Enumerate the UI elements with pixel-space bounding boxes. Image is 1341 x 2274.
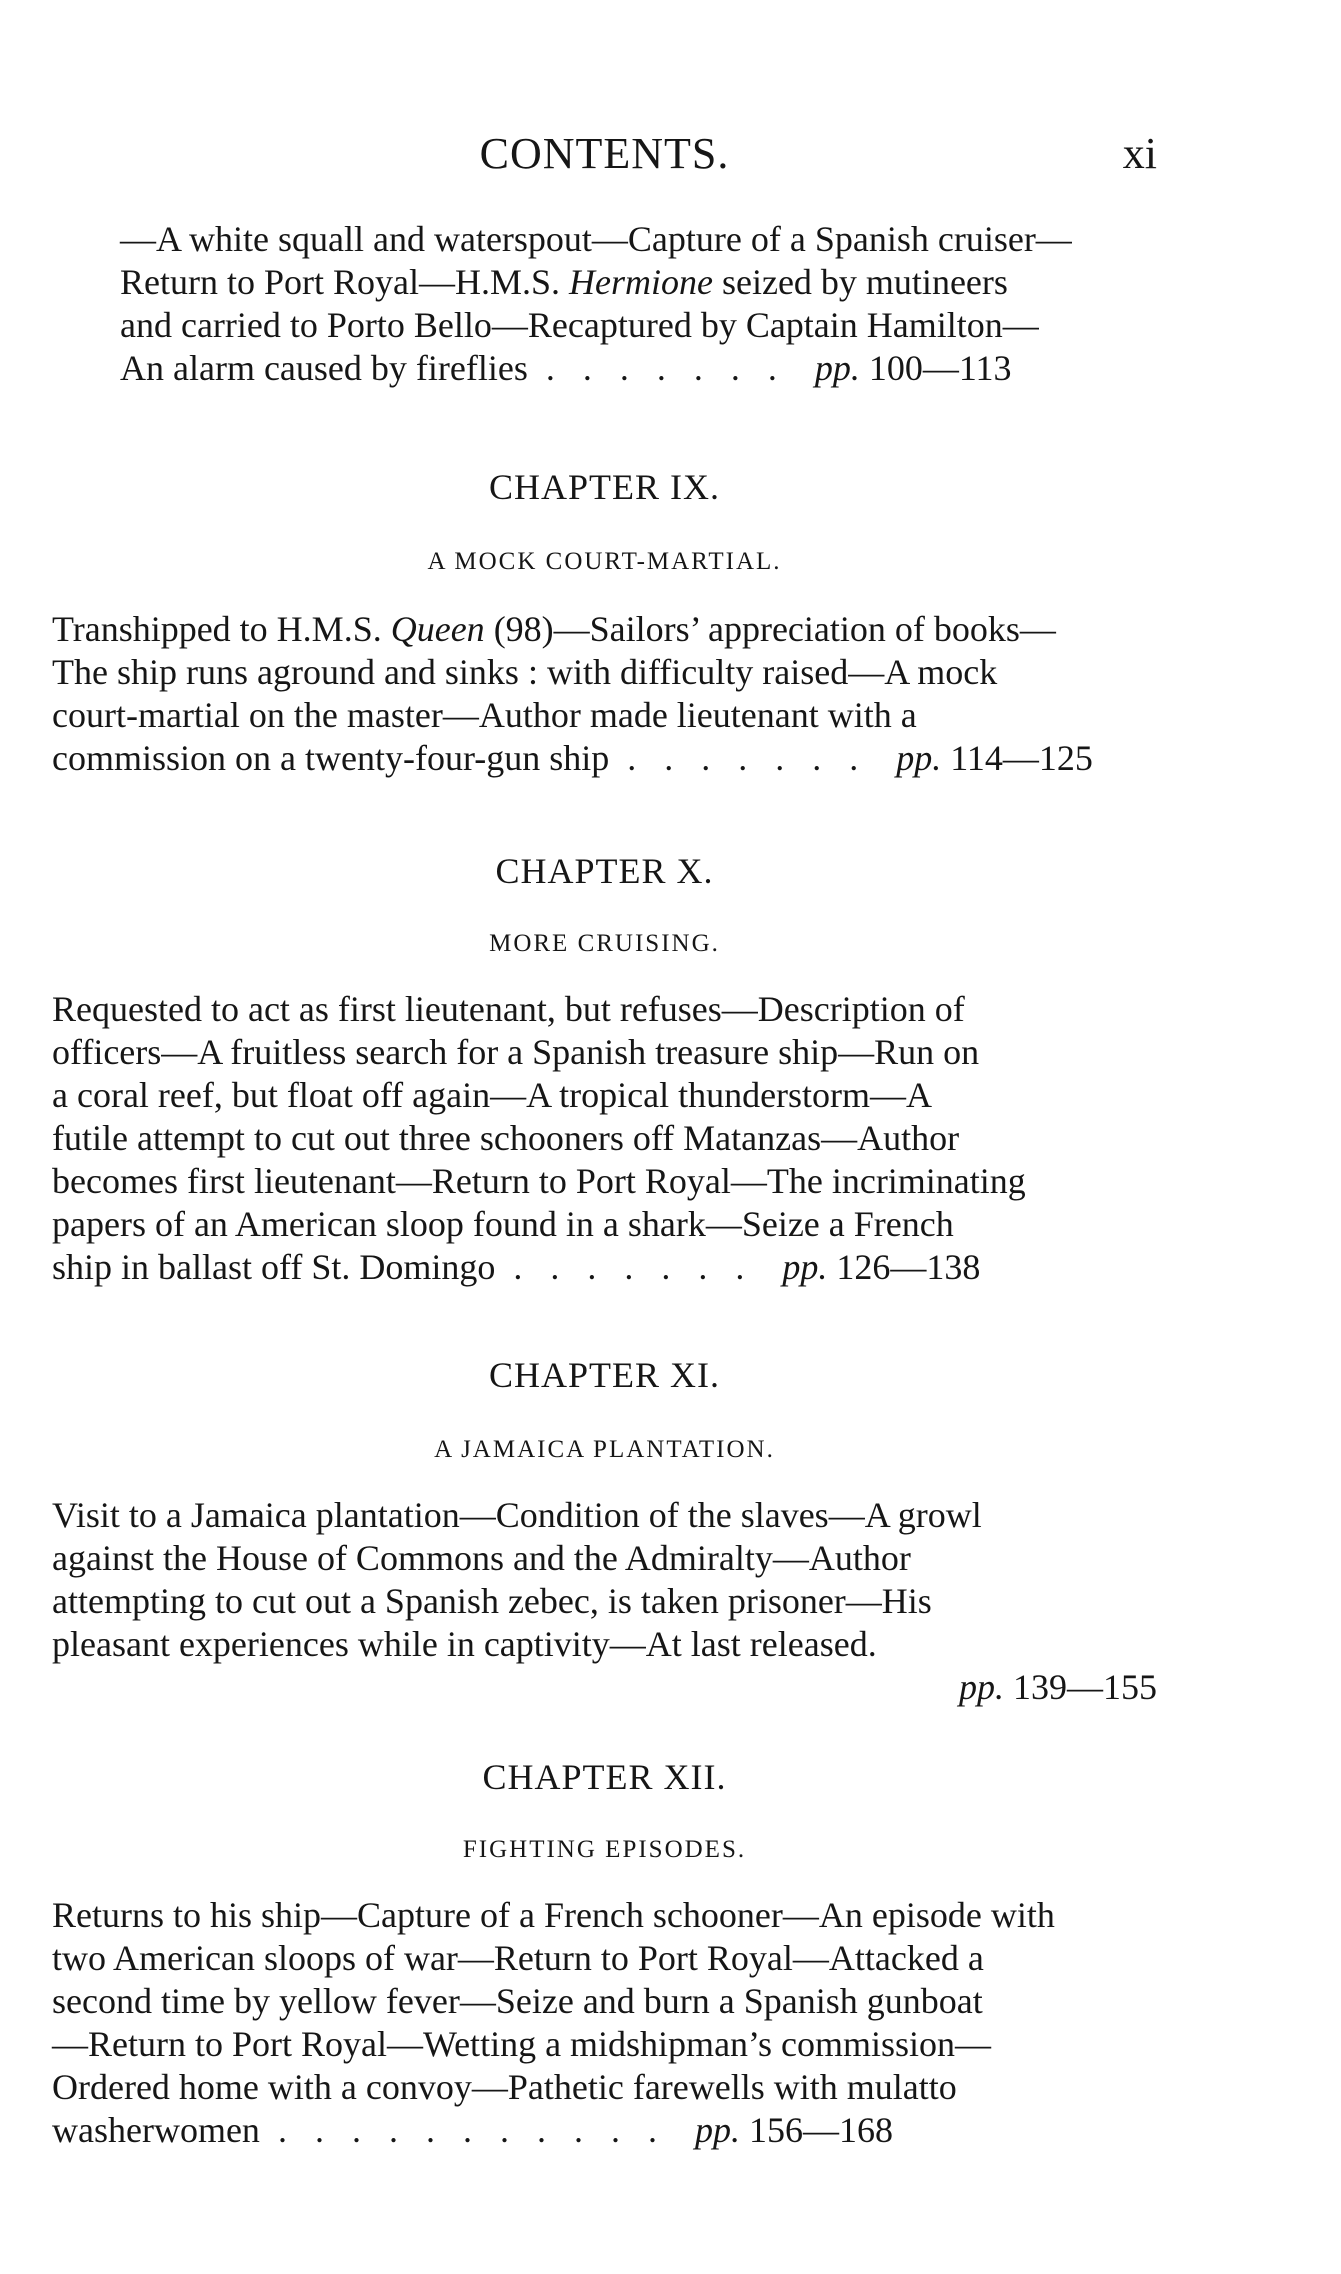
chapter-summary [52, 1494, 1157, 1666]
summary-line: Return to Port Royal—H.M.S. Hermione seized by mutineers [120, 262, 1008, 302]
chapter-heading: CHAPTER X. [495, 851, 714, 891]
ship-name: Queen [390, 609, 485, 649]
page-range: pp. 139—155 [959, 1667, 1157, 1707]
page-range: pp. 126—138 [782, 1247, 981, 1287]
summary-line: two American sloops of war—Return to Port Royal—Attacked a [52, 1938, 984, 1978]
chapter-heading: CHAPTER XI. [488, 1355, 720, 1395]
chapter-summary [52, 608, 1157, 780]
intro-summary [52, 218, 1157, 390]
page-range: pp. 100—113 [814, 348, 1012, 388]
summary-line: court-martial on the master—Author made lieutenant with a [52, 695, 917, 735]
summary-line: futile attempt to cut out three schooners off Matanzas—Author [52, 1118, 960, 1158]
summary-line: a coral reef, but float off again—A tropical thunderstorm—A [52, 1075, 933, 1115]
summary-last-line: An alarm caused by fireflies ....... pp. 100—113 [120, 348, 1012, 388]
summary-line: officers—A fruitless search for a Spanish treasure ship—Run on [52, 1032, 980, 1072]
summary-line: papers of an American sloop found in a shark—Seize a French [52, 1204, 954, 1244]
ship-name: Hermione [569, 262, 713, 302]
summary-last-line: washerwomen ........... pp. 156—168 [52, 2110, 893, 2150]
running-header [52, 128, 1157, 188]
summary-last-line: ship in ballast off St. Domingo ....... pp. 126—138 [52, 1247, 981, 1287]
page-range: pp. 156—168 [694, 2110, 893, 2150]
chapter-summary [52, 988, 1157, 1289]
chapter-subtitle: MORE CRUISING. [489, 930, 720, 957]
summary-line: attempting to cut out a Spanish zebec, is taken prisoner—His [52, 1581, 932, 1621]
summary-line: Returns to his ship—Capture of a French schooner—An episode with [52, 1895, 1055, 1935]
summary-last-line: commission on a twenty-four-gun ship ....... pp. 114—125 [52, 738, 1093, 778]
summary-line: second time by yellow fever—Seize and burn a Spanish gunboat [52, 1981, 983, 2021]
summary-line: —Return to Port Royal—Wetting a midshipman’s commission— [52, 2024, 992, 2064]
summary-line: and carried to Porto Bello—Recaptured by Captain Hamilton— [120, 305, 1039, 345]
chapter-heading: CHAPTER XII. [482, 1757, 727, 1797]
chapter-subtitle: A MOCK COURT-MARTIAL. [427, 548, 782, 575]
summary-line: Requested to act as first lieutenant, but refuses—Description of [52, 989, 965, 1029]
summary-line: becomes first lieutenant—Return to Port Royal—The incriminating [52, 1161, 1026, 1201]
summary-line: —A white squall and waterspout—Capture of a Spanish cruiser— [120, 219, 1072, 259]
page-number: xi [1122, 129, 1157, 178]
summary-line: Ordered home with a convoy—Pathetic farewells with mulatto [52, 2067, 957, 2107]
summary-line: against the House of Commons and the Admiralty—Author [52, 1538, 911, 1578]
page-range: pp. 114—125 [896, 738, 1093, 778]
page-title: CONTENTS. [479, 129, 730, 178]
summary-line: pleasant experiences while in captivity—At last released. [52, 1624, 877, 1664]
summary-line: The ship runs aground and sinks : with difficulty raised—A mock [52, 652, 998, 692]
chapter-subtitle: FIGHTING EPISODES. [462, 1836, 747, 1863]
summary-line: Visit to a Jamaica plantation—Condition of the slaves—A growl [52, 1495, 982, 1535]
chapter-subtitle: A JAMAICA PLANTATION. [434, 1436, 775, 1463]
summary-line: Transhipped to H.M.S. Queen (98)—Sailors’ appreciation of books— [52, 609, 1056, 649]
chapter-heading: CHAPTER IX. [488, 467, 720, 507]
chapter-summary [52, 1894, 1157, 2152]
